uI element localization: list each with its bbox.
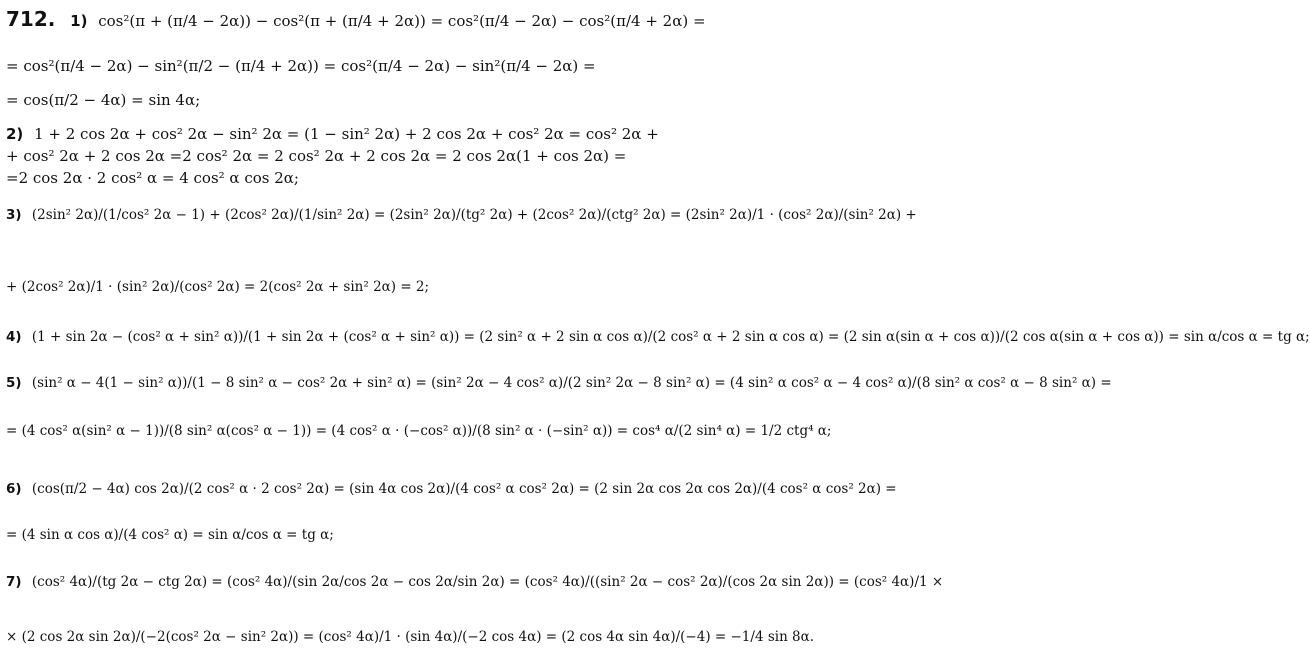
math-text: (cos² 4α)/(tg 2α − ctg 2α) = (cos² 4α)/(sin 2α/cos 2α − cos 2α/sin 2α) = (cos² 4α)/((sin² 2α − cos² 2α)/(cos 2α sin 2α)) = (cos² 4α)/1 × — [31, 574, 944, 590]
math-text: = cos²(π/4 − 2α) − sin²(π/2 − (π/4 + 2α)) = cos²(π/4 − 2α) − sin²(π/4 − 2α) = — [6, 57, 596, 75]
part-label: 3) — [6, 207, 22, 223]
line-12 — [6, 481, 897, 498]
math-text: + cos² 2α + 2 cos 2α =2 cos² 2α = 2 cos² 2α + 2 cos 2α = 2 cos 2α(1 + cos 2α) = — [6, 147, 627, 165]
math-text: = cos(π/2 − 4α) = sin 4α; — [6, 91, 201, 109]
math-text: (cos(π/2 − 4α) cos 2α)/(2 cos² α · 2 cos² 2α) = (sin 4α cos 2α)/(4 cos² α cos² 2α) = (2 sin 2α cos 2α cos 2α)/(4 cos² α cos² 2α) = — [31, 481, 897, 497]
part-label: 6) — [6, 481, 22, 497]
line-2 — [6, 58, 668, 75]
line-8 — [6, 280, 668, 296]
part-label: 7) — [6, 574, 22, 590]
line-14 — [6, 574, 944, 591]
line-10 — [6, 375, 1112, 392]
math-text: cos²(π + (π/4 − 2α)) − cos²(π + (π/4 + 2α)) = cos²(π/4 − 2α) − cos²(π/4 + 2α) = — [98, 12, 706, 30]
math-text: = (4 cos² α(sin² α − 1))/(8 sin² α(cos² α − 1)) = (4 cos² α · (−cos² α))/(8 sin² α · (−sin² α)) = cos⁴ α/(2 sin⁴ α) = 1/2 ctg⁴ α; — [6, 423, 832, 439]
line-13 — [6, 528, 668, 544]
math-text: (sin² α − 4(1 − sin² α))/(1 − 8 sin² α − cos² 2α + sin² α) = (sin² 2α − 4 cos² α)/(2 sin² 2α − 8 sin² α) = (4 sin² α cos² α − 4 cos² α)/(8 sin² α cos² α − 8 sin² α) = — [31, 375, 1112, 391]
part-label: 5) — [6, 375, 22, 391]
part-label: 2) — [6, 125, 24, 143]
line-9 — [6, 329, 1310, 346]
line-4 — [6, 126, 668, 143]
part-label: 1) — [70, 12, 88, 30]
math-text: (1 + sin 2α − (cos² α + sin² α))/(1 + sin 2α + (cos² α + sin² α)) = (2 sin² α + 2 sin α cos α)/(2 cos² α + 2 sin α cos α) = (2 sin α(sin α + cos α))/(2 cos α(sin α + cos α)) = sin α/cos α = tg α; — [31, 329, 1310, 345]
line-11 — [6, 423, 832, 440]
line-7 — [6, 207, 917, 224]
line-1 — [6, 7, 706, 31]
line-6 — [6, 170, 668, 187]
math-text: (2sin² 2α)/(1/cos² 2α − 1) + (2cos² 2α)/(1/sin² 2α) = (2sin² 2α)/(tg² 2α) + (2cos² 2α)/(ctg² 2α) = (2sin² 2α)/1 · (cos² 2α)/(sin² 2α) + — [31, 207, 917, 223]
line-5 — [6, 148, 668, 165]
line-15 — [6, 629, 815, 646]
line-3 — [6, 92, 668, 109]
math-text: 1 + 2 cos 2α + cos² 2α − sin² 2α = (1 − sin² 2α) + 2 cos 2α + cos² 2α = cos² 2α + — [34, 125, 659, 143]
part-label: 4) — [6, 329, 22, 345]
problem-number: 712. — [6, 7, 56, 31]
math-text: × (2 cos 2α sin 2α)/(−2(cos² 2α − sin² 2α)) = (cos² 4α)/1 · (sin 4α)/(−2 cos 4α) = (2 cos 4α sin 4α)/(−4) = −1/4 sin 8α. — [6, 629, 815, 645]
math-text: = (4 sin α cos α)/(4 cos² α) = sin α/cos α = tg α; — [6, 527, 334, 543]
math-text: + (2cos² 2α)/1 · (sin² 2α)/(cos² 2α) = 2(cos² 2α + sin² 2α) = 2; — [6, 279, 430, 295]
math-text: =2 cos 2α · 2 cos² α = 4 cos² α cos 2α; — [6, 169, 299, 187]
